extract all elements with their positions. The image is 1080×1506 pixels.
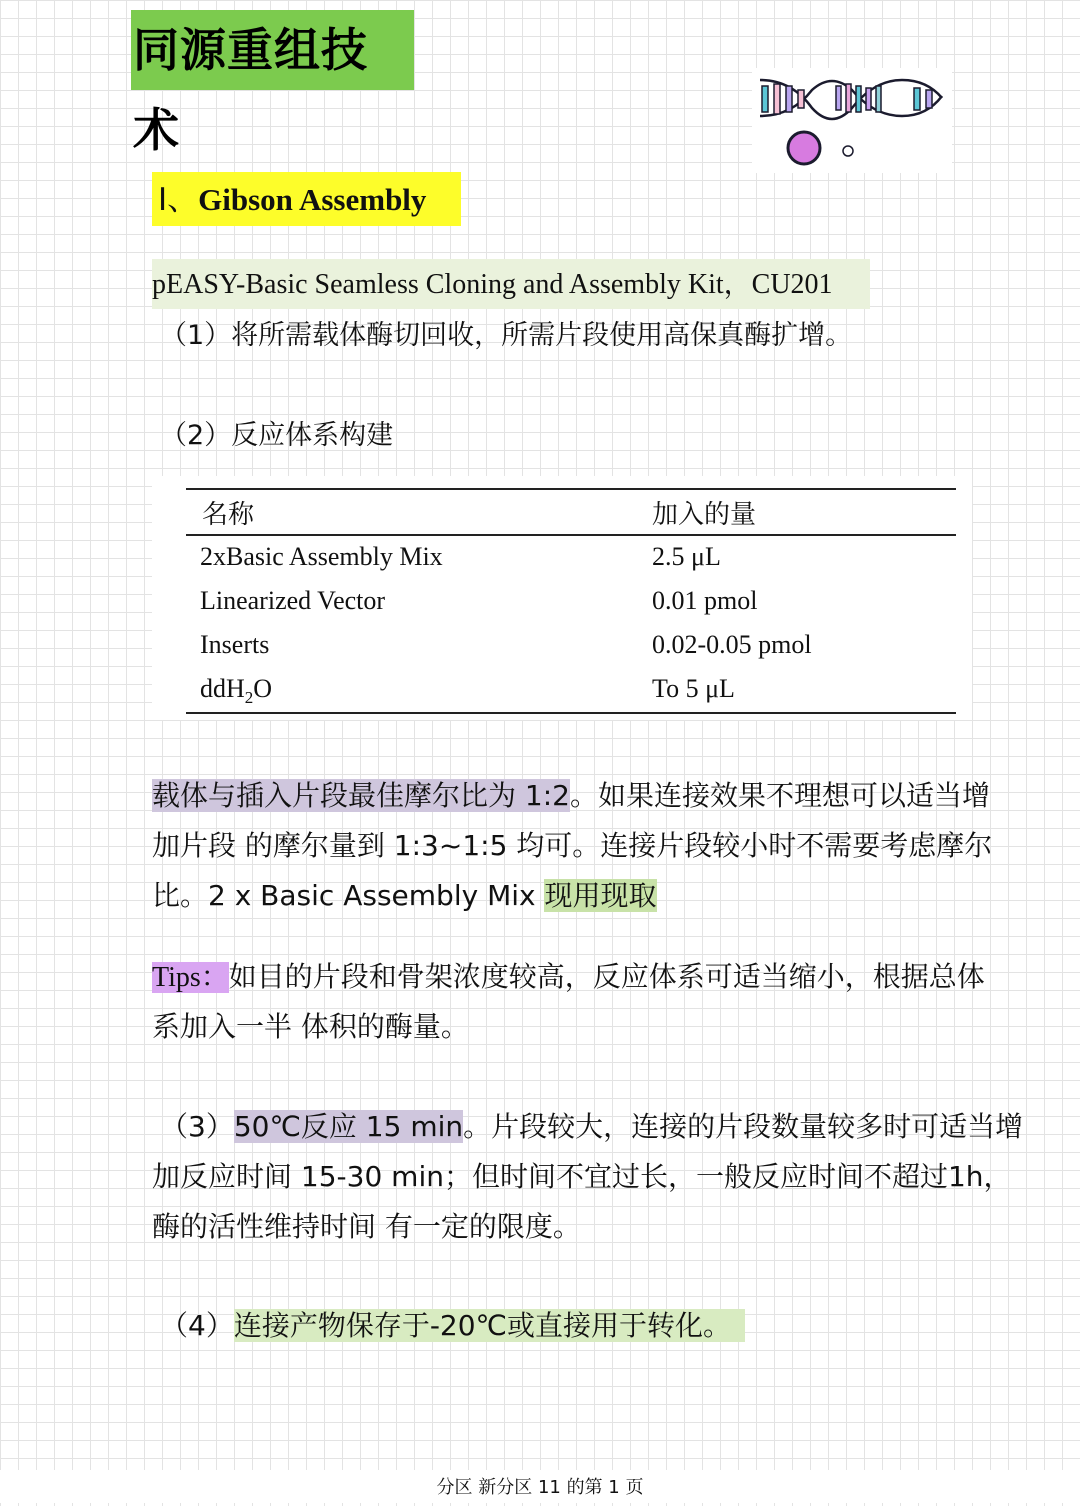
table-row-name xyxy=(200,674,272,708)
water-formula-pre: ddH xyxy=(200,674,245,703)
tips-line-1 xyxy=(152,952,985,1003)
ratio-paragraph-line-2: 加片段 的摩尔量到 1:3~1:5 均可。连接片段较小时不需要考虑摩尔 xyxy=(152,829,993,862)
tips-label: Tips： xyxy=(152,962,229,993)
step-3-text: 。片段较大，连接的片段数量较多时可适当增 xyxy=(463,1110,1024,1143)
dna-illustration xyxy=(752,68,952,173)
tips-line-2: 系加入一半 体积的酶量。 xyxy=(152,1010,469,1043)
step-3-line-3: 酶的活性维持时间 有一定的限度。 xyxy=(152,1210,581,1243)
dna-icon xyxy=(752,68,952,173)
step-2: （2）反应体系构建 xyxy=(160,420,394,451)
table-header-amount: 加入的量 xyxy=(652,500,757,530)
tips-text: 如目的片段和骨架浓度较高，反应体系可适当缩小，根据总体 xyxy=(228,960,985,993)
water-formula-sub: 2 xyxy=(244,688,254,708)
reaction-table xyxy=(152,476,972,720)
ratio-paragraph-line-3 xyxy=(152,871,657,921)
ratio-highlight-fresh: 现用现取 xyxy=(544,879,657,912)
ratio-text: 。如果连接效果不理想可以适当增 xyxy=(569,779,990,812)
step-3-highlight: 50℃反应 15 min xyxy=(233,1110,464,1143)
water-formula-post: O xyxy=(253,674,273,703)
section-numeral: Ⅰ、 xyxy=(158,182,199,218)
table-row-amount: To 5 μL xyxy=(652,674,735,703)
ratio-text: 比。2 x Basic Assembly Mix xyxy=(152,879,545,912)
table-row-name: 2xBasic Assembly Mix xyxy=(200,542,443,571)
table-header-rule xyxy=(186,534,956,536)
table-row-amount: 0.02-0.05 pmol xyxy=(652,630,812,659)
table-row-amount: 0.01 pmol xyxy=(652,586,758,615)
table-bottom-rule xyxy=(186,712,956,714)
table-top-rule xyxy=(186,488,956,490)
step-4 xyxy=(160,1301,745,1351)
section-heading xyxy=(152,172,461,226)
step-3-prefix: （3） xyxy=(160,1110,234,1143)
ratio-highlight: 载体与插入片段最佳摩尔比为 1:2 xyxy=(152,779,570,812)
table-header-name: 名称 xyxy=(202,500,255,530)
page-title: 同源重组技术 xyxy=(131,10,414,90)
page-footer: 分区 新分区 11 的第 1 页 xyxy=(0,1470,1080,1503)
step-4-highlight: 连接产物保存于-20℃或直接用于转化。 xyxy=(234,1309,745,1342)
step-3-line-2: 加反应时间 15-30 min；但时间不宜过长，一般反应时间不超过1h， xyxy=(152,1160,1012,1193)
ratio-paragraph-line-1 xyxy=(152,771,990,821)
section-name: Gibson Assembly xyxy=(198,182,427,217)
step-1: （1）将所需载体酶切回收，所需片段使用高保真酶扩增。 xyxy=(160,320,853,351)
table-row-name: Linearized Vector xyxy=(200,586,386,615)
kit-name: pEASY-Basic Seamless Cloning and Assembly Kit，CU201 xyxy=(152,259,870,309)
table-row-name: Inserts xyxy=(200,630,270,659)
step-4-prefix: （4） xyxy=(160,1309,234,1342)
table-row-amount: 2.5 μL xyxy=(652,542,721,571)
step-3-line-1 xyxy=(160,1102,1023,1152)
